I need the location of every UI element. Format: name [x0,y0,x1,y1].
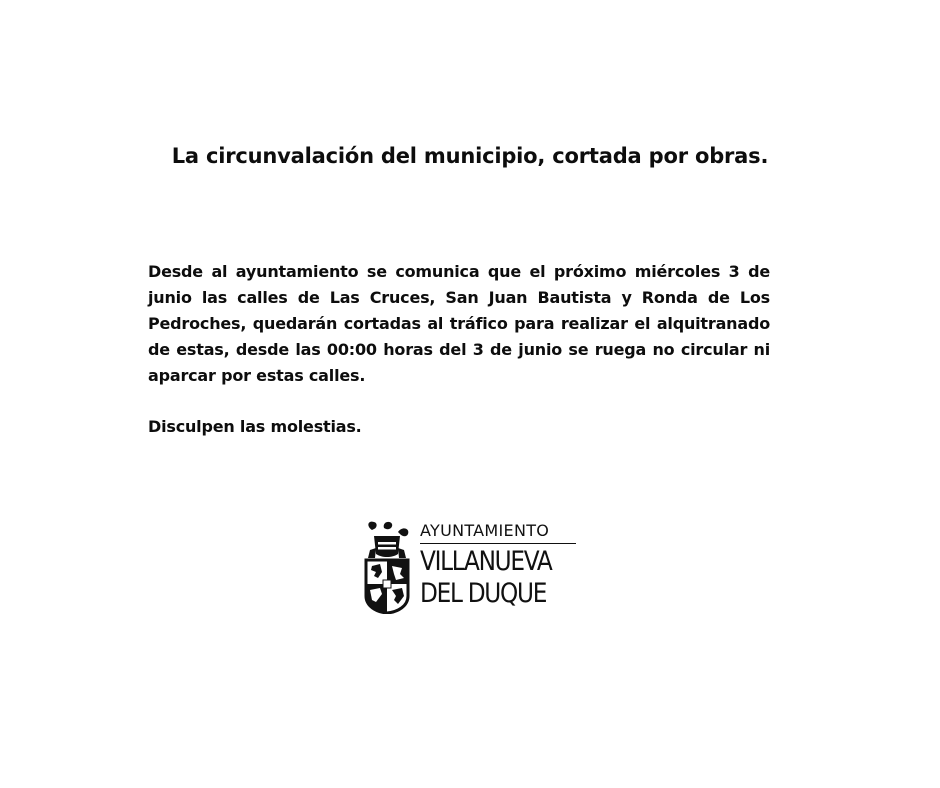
logo-line-ayuntamiento: AYUNTAMIENTO [420,521,550,540]
logo-line-villanueva: VILLANUEVA [420,546,552,577]
municipality-logo [362,520,582,616]
notice-body: Desde al ayuntamiento se comunica que el próximo miércoles 3 de junio las calles de Las Cruces, San Juan Bautista y Ronda de Los Pedroches, quedarán cortadas al tráfico para realizar el alquitranado de estas, desde las 00:00 horas del 3 de junio se ruega no circular ni aparcar por estas calles. [148,262,770,385]
notice-title: La circunvalación del municipio, cortada por obras. [171,144,769,168]
logo-divider [420,543,576,544]
coat-of-arms-icon [362,520,412,614]
notice-closing: Disculpen las molestias. [148,417,362,436]
logo-line-del-duque: DEL DUQUE [420,578,547,609]
logo-wordmark [420,520,580,610]
